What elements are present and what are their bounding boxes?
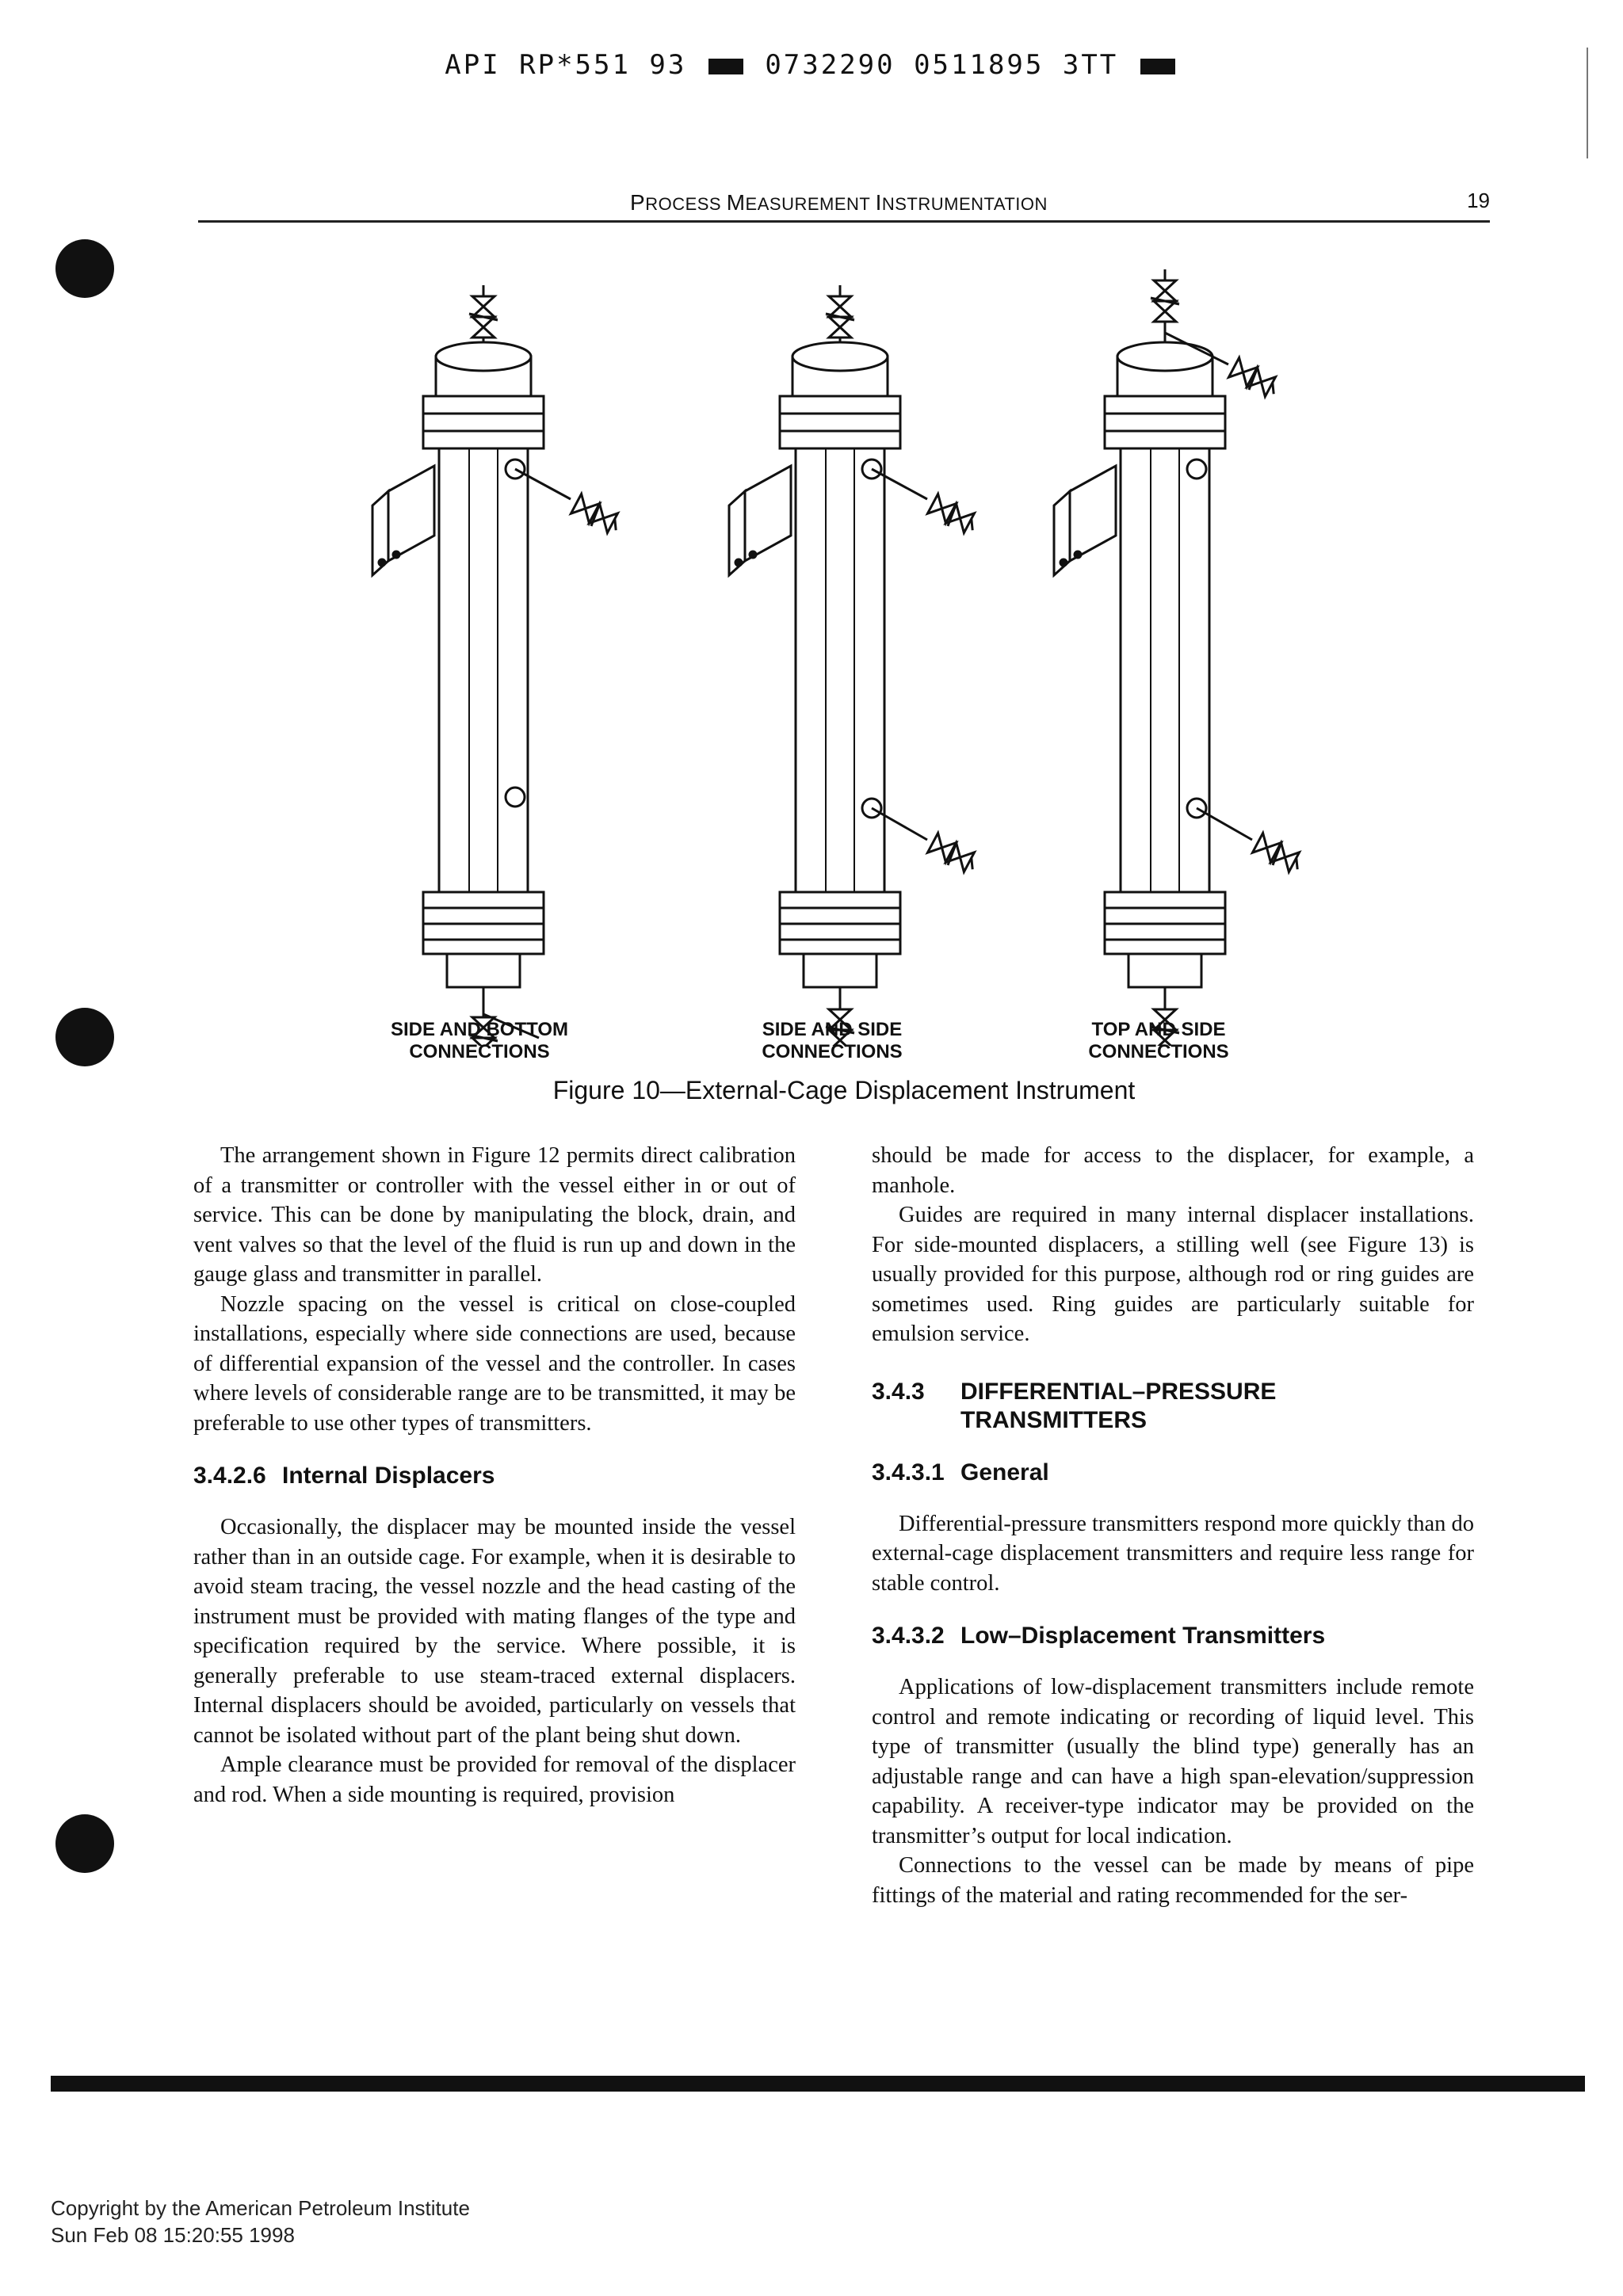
paragraph: Occasionally, the displacer may be mounted inside the vessel rather than in an outside cage. For example, when it is desirable to avoid steam tracing, the vessel nozzle and the head casting of the instrument must be provided with mating flanges of the type and specification required by the service. Where possible, it is generally preferable to use steam-traced external displacers. Internal displacers should be avoided, particularly on vessels that cannot be isolated without part of the plant being shut down. <box>193 1515 796 1748</box>
page-number: 19 <box>1467 189 1490 212</box>
left-column <box>193 1141 796 1810</box>
right-column <box>872 1141 1474 1910</box>
copyright-notice <box>51 2195 470 2248</box>
binder-hole <box>55 1814 114 1873</box>
paragraph: Connections to the vessel can be made by means of pipe fittings of the material and rating recommended for the ser- <box>872 1853 1474 1908</box>
figure-caption: Figure 10—External-Cage Displacement Instrument <box>552 1076 1136 1104</box>
section-heading-3-4-3: 3.4.3 DIFFERENTIAL–PRESSURE TRANSMITTERS <box>872 1378 1277 1433</box>
figure-label-top-side: TOP AND SIDE CONNECTIONS <box>1088 1019 1229 1062</box>
binder-hole <box>55 239 114 298</box>
code-right: 0732290 0511895 3TT <box>765 49 1119 81</box>
copyright-date: Sun Feb 08 15:20:55 1998 <box>51 2223 295 2247</box>
paragraph: Nozzle spacing on the vessel is critical on close-coupled installations, especially where side connections are used, because of differential expansion of the vessel and the controller. In cases where levels of considerable range are to be transmitted, it may be preferable to use other types of transmitters. <box>193 1291 796 1436</box>
binder-hole <box>55 1008 114 1066</box>
paragraph: Differential-pressure transmitters respond more quickly than do external-cage displacement transmitters and require less range for stable control. <box>872 1511 1475 1596</box>
copyright-line: Copyright by the American Petroleum Institute <box>51 2196 470 2220</box>
section-heading-3-4-2-6: 3.4.2.6 Internal Displacers <box>193 1463 495 1489</box>
paragraph: Ample clearance must be provided for removal of the displacer and rod. When a side mounting is required, provision <box>193 1753 796 1807</box>
footer-rule <box>51 2076 1585 2092</box>
figure-label-side-side: SIDE AND SIDE CONNECTIONS <box>762 1019 903 1062</box>
code-block-mark <box>708 59 743 74</box>
paragraph: Applications of low-displacement transmitters include remote control and remote indicating or recording of liquid level. This type of transmitter (usually the blind type) generally has an adjustable range and can have a high span-elevation/suppression capability. A receiver-type indicator may be provided on the transmitter’s output for local indication. <box>872 1675 1474 1848</box>
running-head-title: PROCESS MEASUREMENT INSTRUMENTATION <box>630 190 1048 215</box>
figure-10 <box>198 254 1490 1046</box>
running-head <box>198 189 1490 223</box>
paragraph: The arrangement shown in Figure 12 permits direct calibration of a transmitter or controller with the vessel either in or out of service. This can be done by manipulating the block, drain, and vent valves so that the level of the fluid is run up and down in the gauge glass and transmitter in parallel. <box>193 1143 796 1287</box>
code-left: API RP*551 93 <box>445 49 687 81</box>
scan-edge-mark <box>1587 48 1588 158</box>
paragraph: should be made for access to the displacer, for example, a manhole. <box>872 1143 1474 1198</box>
section-heading-3-4-3-2: 3.4.3.2 Low–Displacement Transmitters <box>872 1623 1326 1649</box>
figure-label-side-bottom: SIDE AND BOTTOM CONNECTIONS <box>390 1019 568 1062</box>
figure-drawing <box>198 254 1490 1046</box>
code-block-mark-2 <box>1140 59 1175 74</box>
paragraph: Guides are required in many internal displacer installations. For side-mounted displacers, a stilling well (see Figure 13) is usually provided for this purpose, although rod or ring guides are sometimes used. Ring guides are particularly suitable for emulsion service. <box>872 1203 1474 1346</box>
section-heading-3-4-3-1: 3.4.3.1 General <box>872 1459 1049 1486</box>
document-code-line <box>0 49 1623 81</box>
